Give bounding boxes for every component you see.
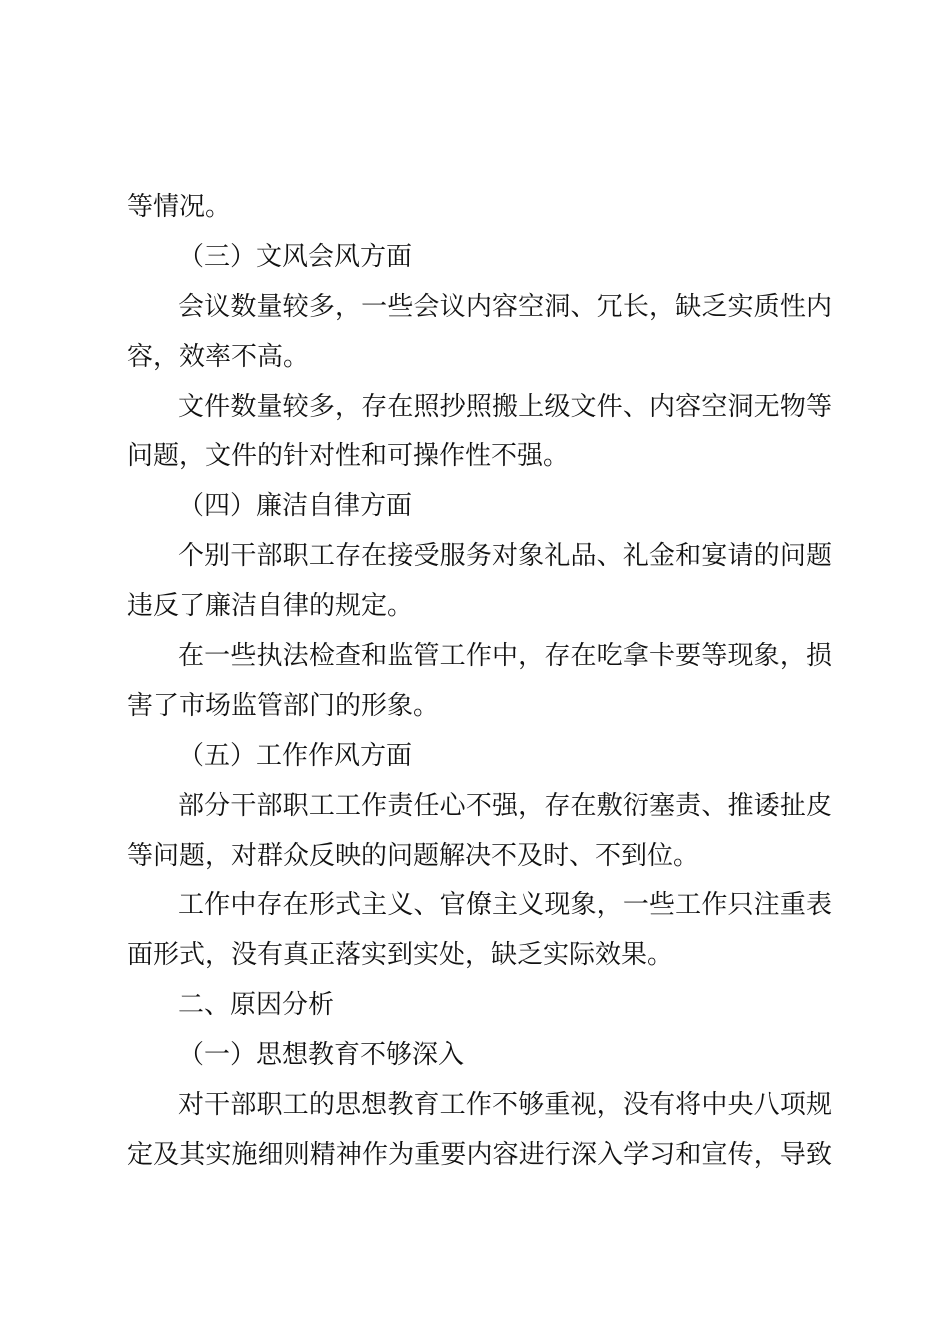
document-body	[127, 183, 832, 1181]
section-heading-5: （五）工作作风方面	[178, 740, 413, 771]
paragraph-line: 文件数量较多，存在照抄照搬上级文件、内容空洞无物等	[178, 391, 832, 422]
paragraph-line: 等问题，对群众反映的问题解决不及时、不到位。	[127, 840, 700, 871]
paragraph-line: 问题，文件的针对性和可操作性不强。	[127, 441, 570, 472]
section-heading-4: （四）廉洁自律方面	[178, 491, 413, 522]
section-heading-1: （一）思想教育不够深入	[178, 1040, 465, 1071]
section-heading-3: （三）文风会风方面	[178, 241, 413, 272]
chapter-heading-2: 二、原因分析	[178, 990, 335, 1021]
paragraph-line: 会议数量较多，一些会议内容空洞、冗长，缺乏实质性内	[178, 291, 832, 322]
paragraph-line: 工作中存在形式主义、官僚主义现象，一些工作只注重表	[178, 890, 832, 921]
paragraph-line: 个别干部职工存在接受服务对象礼品、礼金和宴请的问题	[178, 541, 832, 572]
paragraph-line: 对干部职工的思想教育工作不够重视，没有将中央八项规	[178, 1090, 832, 1121]
paragraph-line: 面形式，没有真正落实到实处，缺乏实际效果。	[127, 940, 674, 971]
paragraph-line: 违反了廉洁自律的规定。	[127, 591, 414, 622]
paragraph-line: 部分干部职工工作责任心不强，存在敷衍塞责、推诿扯皮	[178, 790, 832, 821]
paragraph-line: 害了市场监管部门的形象。	[127, 690, 440, 721]
paragraph-line: 定及其实施细则精神作为重要内容进行深入学习和宣传，导致	[127, 1139, 832, 1170]
paragraph-line: 在一些执法检查和监管工作中，存在吃拿卡要等现象，损	[178, 641, 832, 672]
paragraph-continuation-line: 等情况。	[127, 192, 232, 222]
paragraph-line: 容，效率不高。	[127, 341, 310, 372]
